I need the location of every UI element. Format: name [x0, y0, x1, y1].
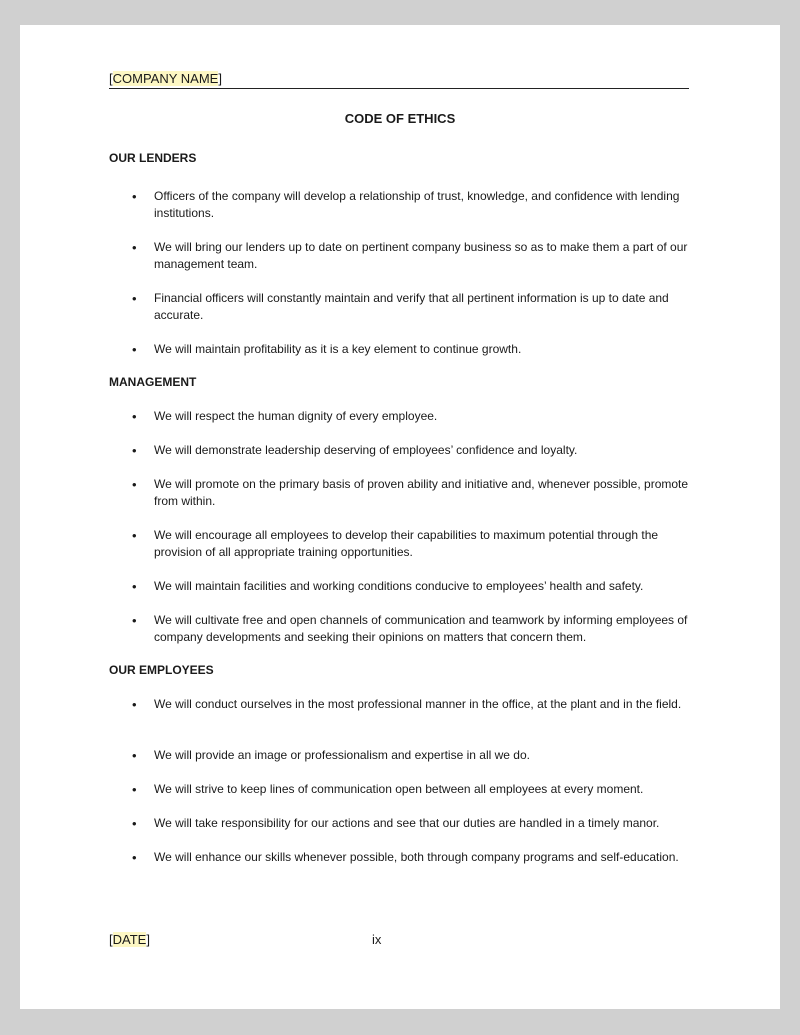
document-page [20, 25, 780, 1009]
list-item-text: We will cultivate free and open channels of communication and teamwork by informing employees of company developments and seeking their opinions on matters that concern them. [154, 613, 688, 644]
section-heading-employees: OUR EMPLOYEES [109, 663, 214, 677]
bullet-icon: • [132, 477, 137, 492]
bullet-icon: • [132, 850, 137, 865]
section-heading-management: MANAGEMENT [109, 375, 197, 389]
date-footer[interactable] [109, 932, 150, 947]
bullet-icon: • [132, 782, 137, 797]
list-item-text: We will respect the human dignity of every employee. [154, 409, 438, 423]
date-field[interactable]: DATE [112, 932, 147, 947]
company-name-header[interactable] [109, 70, 689, 89]
date-bracket-open: [ [109, 932, 113, 947]
bullet-icon: • [132, 291, 137, 306]
list-item-text: We will encourage all employees to develop their capabilities to maximum potential through the provision of all appropriate training opportunities. [154, 528, 659, 559]
list-item-text: Financial officers will constantly maintain and verify that all pertinent information is up to date and accurate. [154, 291, 669, 322]
company-name-field[interactable]: COMPANY NAME [112, 71, 219, 86]
bullet-icon: • [132, 240, 137, 255]
date-bracket-close: ] [146, 932, 150, 947]
list-item-text: We will bring our lenders up to date on pertinent company business so as to make them a part of our management team. [154, 240, 688, 271]
bullet-icon: • [132, 748, 137, 763]
company-name-bracket-open: [ [109, 71, 113, 86]
bullet-icon: • [132, 528, 137, 543]
list-item-text: Officers of the company will develop a relationship of trust, knowledge, and confidence with lending institutions. [154, 189, 680, 220]
bullet-icon: • [132, 613, 137, 628]
bullet-icon: • [132, 443, 137, 458]
bullet-icon: • [132, 816, 137, 831]
bullet-icon: • [132, 409, 137, 424]
list-item-text: We will promote on the primary basis of proven ability and initiative and, whenever possible, promote from within. [154, 477, 689, 508]
list-item-text: We will strive to keep lines of communication open between all employees at every moment. [154, 782, 644, 796]
page-number: ix [372, 932, 382, 947]
list-item-text: We will maintain profitability as it is a key element to continue growth. [154, 342, 522, 356]
section-heading-lenders: OUR LENDERS [109, 151, 197, 165]
list-item-text: We will conduct ourselves in the most professional manner in the office, at the plant and in the field. [154, 697, 682, 711]
list-item-text: We will enhance our skills whenever possible, both through company programs and self-education. [154, 850, 679, 864]
bullet-icon: • [132, 189, 137, 204]
list-item-text: We will demonstrate leadership deserving of employees’ confidence and loyalty. [154, 443, 578, 457]
list-item-text: We will maintain facilities and working conditions conducive to employees’ health and safety. [154, 579, 644, 593]
document-title: CODE OF ETHICS [344, 111, 456, 126]
bullet-icon: • [132, 697, 137, 712]
bullet-icon: • [132, 579, 137, 594]
list-item-text: We will provide an image or professionalism and expertise in all we do. [154, 748, 530, 762]
bullet-icon: • [132, 342, 137, 357]
list-item-text: We will take responsibility for our actions and see that our duties are handled in a timely manor. [154, 816, 660, 830]
company-name-bracket-close: ] [218, 71, 222, 86]
